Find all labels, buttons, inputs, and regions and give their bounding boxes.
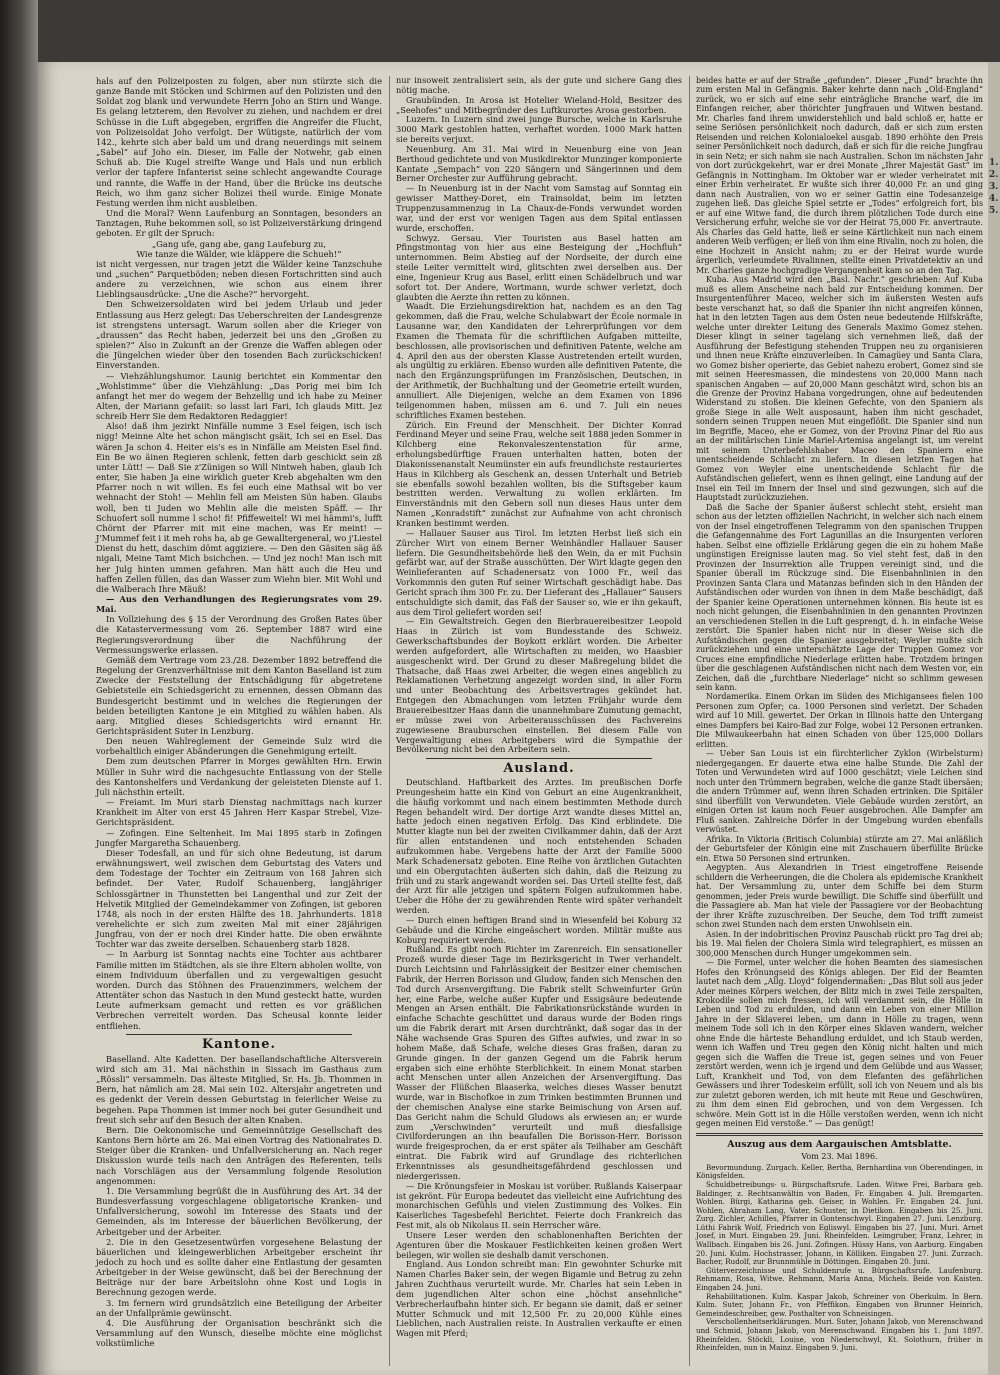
article-text: — Ueber San Louis ist ein fürchterlicher Zyklon (Wirbelsturm) niedergegangen. Er dauerte etwa eine halbe Stunde. Die Zahl der Toten und Verwundeten wird auf 1000 geschätzt; viele Leichen sind noch unter den Trümmern begraben, welche die ganze Stadt übersäen; die andern Trümmer auf, wenn ihren Schaden ertrinken. Die Spitäler sind überfüllt von Verwundeten. Viele Gebäude wurden zerstört, an einigen Orten ist kaum noch Feuer ausgebrochen. Alle Dampfer am Fluß sanken. Zahlreiche Dörfer in der Umgebung wurden ebenfalls verwüstet. xyxy=(696,749,983,835)
article-text: Deutschland. Haftbarkeit des Arztes. Im preußischen Dorfe Preungesheim hatte ein Kind von Geburt an eine Augenkrankheit, die häufig vorkommt und nach einem bestimmten Methode durch Regen behandelt wird. Der dortige Arzt wandte dieses Mittel an, hatte jedoch einen negativen Erfolg. Das Kind erblindete. Die Mutter klagte nun bei der zweiten Civilkammer dahin, daß der Arzt für allen entstandenen und noch entstehenden Schaden aufzukommen habe. Vergebens hatte der Arzt der Familie 5000 Mark Schadenersatz geboten. Eine Reihe von ärztlichen Gutachten und ein Obergutachten äußerten sich dahin, daß die Reizung zu früh und zu stark angewandt worden sei. Das Urteil stellte fest, daß der Arzt für alle jetzigen und spätern Folgen aufzukommen habe. Ueber die Höhe der zu gewährenden Rente wird später verhandelt werden. xyxy=(396,777,682,916)
article-text: hals auf den Polizeiposten zu folgen, aber nun stürzte sich die ganze Bande mit Stöcken und Schirmen auf den Polizisten und den Soldat zog blank und verwundete Herrn Joho an Stirn und Wange. Es gelang letzterem, den Revolver zu ziehen, und nachdem er drei Schüsse in die Luft abgegeben, ergriffen die Angreifer die Flucht, von Polizeisoldat Joho verfolgt. Der Wütigste, natürlich der vom 142., kehrte sich aber bald um und drang neuerdings mit seinem „Sabel“ auf Joho ein. Dieser, im Falle der Notwehr, gab einen Schuß ab. Die Kugel streifte Wange und Hals und nun erblich verlor der tapfere Infanterist seine schlecht angewandte Courage und rannte, die Waffe in der Hand, über die Brücke ins deutsche Reich, wo ihm ganz sicher Bolizei theil wurde. Einige Monate Festung werden ihm nicht ausbleiben. xyxy=(96,76,382,208)
newspaper-page xyxy=(38,62,1000,1375)
article-text: Baselland. Alte Kadetten. Der basellandschaftliche Altersverein wird sich am 31. Mai nächsthin in Sissach im Gasthaus zum „Rössli“ versammeln. Das älteste Mitglied, Sr. Hs. Jb. Thommen in Bern, hat nämlich am 28. Mai sein 102. Altersjahr angetreten und es gedenkt der Verein dessen Geburtstag in feierlicher Weise zu begehen. Papa Thommen ist immer noch bei guter Gesundheit und freut sich sehr auf den Besuch der alten Knaben. xyxy=(96,1053,382,1125)
column-separator xyxy=(389,76,390,1366)
article-text: — Durch einen heftigen Brand sind in Wiesenfeld bei Koburg 32 Gebäude und die Kirche eingeäschert worden. Militär mußte aus Koburg requiriert werden. xyxy=(396,914,682,945)
section-title-kantone: Kantone. xyxy=(201,1036,277,1052)
column-2 xyxy=(396,76,682,1339)
article-text: — In Aarburg ist Sonntag nachts eine Tochter aus achtbarer Familie mitten im Städtchen, als sie ihre Eltern abholen wollte, von einem Individuum überfallen und zu vergewaltigen gesucht worden. Durch das Stöhnen des Frauenzimmers, welchem der Attentäter schon das Nastuch in den Mund gesteckt hatte, wurden Leute aufmerksam gemacht und retten es vor gräßlichen Verbrechen verreitelt worden. Das Scheusal konnte leider entfliehen. xyxy=(96,949,382,1031)
article-text: 4. Die Ausführung der Organisation beschränkt sich die Versammlung auf den Wunsch, dieselbe möchte eine möglichst volkstümliche xyxy=(96,1317,382,1349)
article-text: Asien. In der indobritischen Provinz Pauschab rückt pro Tag drei ab; bis 19. Mai fielen der Cholera Simla wird telegraphiert, es müssen an 300,000 Menschen durch Hunger umgekommen sein. xyxy=(696,929,983,958)
amtsblatt-title: Auszug aus dem Aargauischen Amtsblatte. xyxy=(727,1138,952,1150)
column-3 xyxy=(696,76,983,1353)
edge-number: 4. xyxy=(989,194,999,204)
book-spine xyxy=(0,0,38,1375)
verse-line: „Gang ufe, gang abe, gang Laufeburg zu, xyxy=(151,238,326,249)
article-text: 1. Die Versammlung begrüßt die in Ausführung des Art. 34 der Bundesverfassung vorgeschlagene obligatorische Kranken- und Unfallversicherung, sowohl im Interesse des Staats und der Gemeinden, als im Interesse der bäuerlichen Bevölkerung, der Arbeitgeber und der Arbeiter. xyxy=(96,1185,382,1237)
notice-text: Rehabilitationen. Kulm. Kaspar Jakob, Schreiner von Oberkulm. In Bern. Kulm. Suter, Johann Fr., von Pfeffikon. Eingaben von Brunner Heinrich, Gemeindeschreiber, gew. Posthalter von Schneisingen. xyxy=(696,1291,983,1318)
notice-text: Schuldbetreibungs- u. Bürgschaftsrufe. Laden. Witwe Frei, Barbara geb. Baldinger, z. Rechtsanwältin von Baden, Fr. Eingaben 4. Juli. Bremgarten. Wohlen. Bürgi, Katharina geb. Geiser, in Wohlen. Fr. Eingaben 24. Juni. Wohlen, Abraham Lang, Vater, Schuster, in Dietikon. Eingaben bis 25. Juni. Zurg. Zichler, Achilles, Pfarrer in Gontenschwyl. Eingaben 27. Juni. Lenzburg. Lüthi Fabrik Wolf, Friedrich von Egliswyl. Eingaben bis 27. Juni. Muri. Arnet Josef, in Muri. Eingaben 29. Juni. Rheinfelden. Leimgruber, Franz, Lehrer, in Wallbach. Eingaben bis 26. Juni. Zofingen. Hüssy Hans, von Aarburg. Eingaben 20. Juni. Kulm. Hochstrasser, Johann, in Kölliken. Eingaben 27. Juni. Zurzach. Bacher, Rudolf, zur Brunnmühle in Döttingen. Eingaben 20. Juni. xyxy=(696,1179,983,1267)
article-text: — Die Krönungsfeier in Moskau ist vorüber. Rußlands Kaiserpaar ist gekrönt. Für Europa bedeutet das vielleicht eine Aufrichtung des monarchischen Gefühls und vielen Zustimmung des Volkes. Ein Kaiserliches Tagesbefehl Berichtet. Feierte doch Frankreich das Fest mit, als ob Nikolaus II. sein Herrscher wäre. xyxy=(396,1180,682,1231)
column-1 xyxy=(96,76,382,1348)
article-text: Dieser Todesfall, an und für sich ohne Bedeutung, ist darum erwähnungswert, weil zwischen dem Geburtstag des Vaters und dem Todestage der Tochter ein Zeitraum von 168 Jahren sich befindet. Der Vater, Rudolf Schauenberg, langjähriger Schlossgärtner in Thunstetten bei Langenthal und zur Zeit der Helvetik Mitglied der Gemeindekammer von Zofingen, ist geboren 1748, als noch in der ersten Hälfte des 18. Jahrhunderts. 1818 verehelichte er sich zum zweiten Mal mit einer 28jährigen Jungfrau, von der er noch drei Kinder hatte. Die oben erwähnte Tochter war das zweite derselben. Schauenberg starb 1828. xyxy=(96,847,382,950)
article-text: — Freiamt. Im Muri starb Dienstag nachmittags nach kurzer Krankheit im Alter von erst 45 Jahren Herr Kaspar Strebel, Vize-Gerichtspräsident. xyxy=(96,797,382,828)
edge-number: 1. xyxy=(989,158,999,168)
article-text: Neuenburg. Am 31. Mai wird in Neuenburg eine von Jean Berthoud gedichtete und von Musikdirektor Munzinger komponierte Kantate „Sempach“ von 220 Sängern und Sängerinnen und dem Berner Orchester zur Aufführung gebracht. xyxy=(396,143,682,184)
verse-line: Wie tanze die Wälder, wie kläppere die Schueh!“ xyxy=(136,248,342,259)
article-text: England. Aus London schreibt man: Ein gewohnter Schurke mit Namen Charles Baker sein, der wegen Bigamie und Betrug zu zehn Jahren Zuchthaus verurteilt wurde. Mr. Charles hat sein Leben in dem jugendlichen Alter schon eine „höchst ansehnliche“ Verbrecherlaufbahn hinter sich. Er begann sie damit, daß er seiner Mutter Schmuck und mit 12,500 Fr. zu 20,000 Kühle eines Lieblichen, nach Australien reiste. In Australien verkaufte er einen Wagen mit Pferd; xyxy=(396,1259,682,1339)
article-text: 3. Im fernern wird grundsätzlich eine Beteiligung der Arbeiter an der Unfallprämie gewünscht. xyxy=(96,1297,382,1318)
amtsblatt-date: Vom 23. Mai 1896. xyxy=(801,1152,878,1162)
article-text: — Die Formel, unter welcher die hohen Beamten des siamesischen Hofes den Krönungseid des Königs ablegen. Der Eid der Beamten lautet nach dem „Allg. Lloyd“ folgendermaßen: „Das Blut soll aus jeder Ader meines Körpers weichen, der Blitz mich in zwei Teile zerspalten, Krokodile sollen mich fressen, ich will verdammt sein, die Hölle in Leben und Tod zu erdulden, und dann ein Leben von einer Million Jahre in der Sklaverei leben, um dann in Hölle zu tragen, wenn meinem Tode soll ich in den Körper eines Sklaven wandern, welcher ohne Ende die härteste Behandlung erduldet, und ich Staub werden, wenn ich Waffen und Treu gegen den König nicht halten und mich gegen sich die Waffen die Treue ist, gegen seines und von Feuer zerstört werden, wenn ich je irgend und dem Gelübde und aus Wasser, Luft, Krankheit und Tod, von dem Elefanten des gefährlichen Gewässers und ihrer Todeskeim erfüllt, soll ich von Neuem und als bis zur zuletzt geboren werden, ich mit heute mit Reue und Geschwüren, zu ihm dem einen Eid gebrochen, und von dem Vergessen. Ich schwöre. Mein Gott ist in die Hölle verstoßen werden, wenn ich nicht gegen meinen Eid verstoße.“ — Das genügt! xyxy=(696,958,983,1129)
article-text: ist nicht vergessen, nur tragen jetzt die Wälder keine Tanzschuhe und „suchen“ Parquetböden; neben diesen Fortschritten sind auch andere zu verzeichnen, wie schon aus einem ihrer Lieblingsausdrücke: „Une die Asche?“ hervorgeht. xyxy=(96,258,382,300)
article-text: Den neuen Wahlreglement der Gemeinde Sulz wird die vorbehaltlich einiger Abänderungen die Genehmigung erteilt. xyxy=(96,736,382,757)
column-separator xyxy=(689,76,690,1366)
article-text: Bern. Die Oekonomische und Gemeinnützige Gesellschaft des Kantons Bern hörte am 26. Mai einen Vortrag des Nationalrates D. Steiger über die Kranken- und Unfallversicherung an. Nach reger Diskussion wurde teils nach den Anträgen des Referenten, teils nach Vorschlägen aus der Versammlung folgende Resolution angenommen: xyxy=(96,1124,382,1186)
article-text: Waadt. Die Erziehungsdirektion hat, nachdem es an den Tag gekommen, daß die Frau, welche Schulabwart der École normale in Lausanne war, den Kandidaten der Lehrerprüfungen vor dem Examen die Themata für die schriftlichen Aufgaben mitteilte, beschlossen, alle provisorischen und definitiven Patente, welche am 4. April den aus der obersten Klasse Austretenden erteilt wurden, als ungültig zu erklären. Ebenso wurden alle definitiven Patente, die nach den Ergänzungsprüfungen im Französischen, Deutschen, in der Arithmetik, der Buchhaltung und der Geometrie erteilt wurden, annulliert. Alle Diejenigen, welche an dem Examen von 1896 teilgenommen haben, müssen am 6. und 7. Juli ein neues schriftliches Examen bestehen. xyxy=(396,301,682,420)
article-text: 2. Die in den Gesetzesentwürfen vorgesehene Belastung der bäuerlichen und kleingewerblichen Arbeitgeber erscheint ihr jedoch zu hoch und es sollte daher eine Entlastung der gesamten Arbeitgeber in der Weise gewünscht, daß bei der Berechnung der Beiträge nur der bare Arbeitslohn ohne Kost und Logis in Berechnung gezogen werde. xyxy=(96,1236,382,1298)
divider xyxy=(126,1034,352,1035)
article-text: Luzern. In Luzern sind zwei junge Bursche, welche in Karlsruhe 3000 Mark gestohlen hatten, verhaftet worden. 1000 Mark hatten sie bereits verjuxt. xyxy=(396,114,682,145)
article-text: Und die Moral? Wenn Laufenburg an Sonntagen, besonders an Tanztagen, Ruhe bekommen soll, so ist Polizeiverstärkung dringend geboten. Er gilt der Spruch: xyxy=(96,208,382,239)
article-text: Schwyz. Gersau. Vier Touristen aus Basel hatten am Pfingstmontag von hier aus eine Besteigung der „Hochfluh“ unternommen. Beim Abstieg auf der Nordseite, der durch eine steile Leiter vermittelt wird, glitschten zwei derselben aus. Der eine, Ingenieur Krug aus Basel, erlitt einen Schädelbruch und war sofort tot. Der Andere, Wortmann, wurde schwer verletzt, doch glaubten die Aerzte ihn retten zu können. xyxy=(396,232,682,302)
article-text: — Hallauer Sauser aus Tirol. Im letzten Herbst ließ sich ein Zürcher Wirt von einem Berner Weinhändler Hallauer Sauser liefern. Die Gesundheitsbehörde ließ den Wein, da er mit Fuchsin gefärbt war, auf der Straße ausschütten. Der Wirt klagte gegen den Weinlieferanten auf Schadenersatz von 1000 Fr., weil das Vorkommnis den guten Ruf seiner Wirtschaft geschädigt habe. Das Gericht sprach ihm 300 Fr. zu. Der Lieferant des „Hallauer“ Sausers entschuldigte sich damit, das Faß der Sauser so, wie er ihn gekauft, aus dem Tirol geliefert worden sei! xyxy=(396,527,682,617)
notice-text: Verschollenheitserklärungen. Muri. Suter, Johann Jakob, von Merenschwand und Schmid, Johann Jakob, von Merenschwand. Eingaben bis 1. Juni 1897. Rheinfelden. Stöckli, Louise, von Niederschwyl, Kt. Solothurn, früher in Rheinfelden, nun in Mainz. Eingaben 9. Juni. xyxy=(696,1317,983,1353)
article-text: Aegypten. Aus Alexandrien in Triest eingetroffene Reisende schildern die Verheerungen, die die Cholera als epidemische Krankheit hat. Der Versammlung zu, unter dem Schiffe bei dem Sturm genommen, jeder Preis wurde bewilligt. Die Schiffe sind überfüllt und die Passagiere ab. Man hat viele der Passagiere vor der Beobachtung der ihrer Kräfte zuzuschreiben. Der Seuche, dem Tod trifft zumeist schon zwei Stunden nach dem ersten Unwohlsein ein. xyxy=(696,863,983,930)
article-text: — Ein Gewaltstreich. Gegen den Bierbrauereibesitzer Leopold Haas in Zürich ist vom Bundesstande des Schweiz. Gewerkschaftsbundes der Boykott erklärt worden. Die Arbeiter werden aufgefordert, alle Wirtschaften zu meiden, wo Haasbier ausgeschenkt wird. Der Grund zu dieser Maßregelung bildet die Thatsache, daß Haas zwei Arbeiter, die wegen eines angeblich zu Reklamationen Verhetzung angezeigt worden sind, in aller Form und unter Beobachtung des Arbeitsvertrages gekündet hat. Entgegen den Abmachungen vom letzten Frühjahr wurde dem Brauereibesitzer Haas dann die unannehmbare Zumutung gemacht, er müsse zwei von Arbeiterausschüssen des Fachvereins zugewiesene Brauburschen einstellen. Bei diesem Falle von Vergewaltigung eines Arbeitgebers wird die Sympathie der Bevölkerung nicht bei den Arbeitern sein. xyxy=(396,616,682,755)
article-text: — Viehzählungshumor. Launig berichtet ein Kommentar den „Wohlstimme“ über die Viehzählung: „Das Porig mei bim Ich anfangt het mer do wegem der Behzellig und ich habe zu Meiner Alten, der Mariann gefaiit: so lasst lari Fari, Ich glauds Mitt. Jez schreib Herr Sie dem Redaktoren Redaggier! xyxy=(96,370,382,422)
section-heading: — Aus den Verhandlungen des Regierungsrates vom 29. Mai. xyxy=(96,593,382,615)
adjacent-page-edge xyxy=(988,62,1000,1375)
article-text: Gemäß dem Vertrage vom 23./28. Dezember 1892 betreffend die Regelung der Grenzverhältnisse mit dem Kanton Baselland ist zum Zwecke der Feststellung der Entschädigung für abgetretene Gebietsteile ein Schiedsgericht zu ernennen, dessen Obmann das Bundesgericht bestimmt und in welches die Regierungen der beiden beteiligten Kantone je ein Mitglied zu wählen haben. Als aarg. Mitglied dieses Schiedsgerichts wird ernannt Hr. Gerichtspräsident Suter in Lenzburg. xyxy=(96,654,382,736)
notice-text: Bevormundung. Zurgach. Keller, Bertha, Bernhardina von Oberendingen, in Königsfelden. xyxy=(696,1162,983,1181)
article-text: Graubünden. In Arosa ist Hotelier Wieland-Hold, Besitzer des „Seehofes“ und Mitbegründer des Luftkurortes Arosa gestorben. xyxy=(396,94,682,115)
article-text: Also! daß ihm jezirkt Ninfälle numme 3 Esel feigen, isch isch nigg! Meinne Alte het schon mängischt gsäit, Ich sei en Esel. Das wären Ja schon 4. Heiter eis's es in Ninfälle am Meisten Esel find. Ein Be wo äinen Regieren schlenk, fetten darb geschickt sein zß unter Lütt! — Daß Sie z'Zünigen so Will Nintweh haben, glaub Ich enter, Sie haben Ja eine wirklich gueter Kreb abgehalten wm den Pfarrer noch n wit willen. Es fei euch eine Mathsal wit bo ver wehnacht der Stoh! — Mehlin fell am Meisten Sün haben. Glaubs woll, ben ti Juden wo Mehlin alle die meisten Späff. — Ihr Schuofert soll numme l scho! fi! Pfiffeweitel! Wi mei hämmi's, lufft Chörnt der Pfarrer mit mit eine machen, was Er meint! — J'Mummef feit i it meh rohs ha, ab ge Gewalltergeneral, wo j'Liestel Dienst du hett, daschim dömt aggiziere. — Den den Gäsiten säg äß nigali, Meine Tamt Mich bsichchen. — Und jez noch! Man isch mit her Julg hinten ummen gefahren. Man hätt auch die Heu und haffen Zellen füllen, das dan Wasser zum Wiehn bier. Mit Wohl und die Walberach Ihre Mäuß! xyxy=(96,421,382,594)
edge-number: 5. xyxy=(989,206,999,216)
divider xyxy=(696,1133,983,1136)
edge-number: 2. xyxy=(989,170,999,180)
divider xyxy=(426,758,652,759)
notice-text: Güterverzeichnisse und Schuldenrufe u. Bürgschaftsrufe. Laufenburg. Rehmann, Rosa, Witwe. Rehmann, Maria Anna, Michels. Beide von Kaisten. Eingaben 24. Juni. xyxy=(696,1265,983,1293)
article-text: Unsere Leser werden den schablonenhaften Berichten der Agenturen über die Moskauer Festlichkeiten keinen großen Wert beilegen, wir wollen sie deshalb damit verschonen. xyxy=(396,1229,682,1260)
article-text: Nordamerika. Einem Orkan im Süden des Michigansees fielen 100 Personen zum Opfer; ca. 1000 Personen sind verletzt. Der Schaden wird auf 10 Mill. gewertet. Der Orkan in Illinois hatte den Untergang eines Dampfers bei Kairo-Bad zur Folge, wobei 12 Personen ertranken. Die Milwaukeerbahn hat einen Schaden von über 125,000 Dollars erlitten. xyxy=(696,692,983,749)
article-text: Rußland. Es gibt noch Richter im Zarenreich. Ein sensationeller Prozeß wurde dieser Tage im Bezirksgericht in Twer verhandelt. Durch Leichtsinn und Fahrlässigkeit der Besitzer einer chemischen Fabrik, der Herren Borisson und Gludow, fanden sich Menschen den Tod durch Arsenvergiftung. Die Fabrik stellt Schweinfurter Grün her, eine Farbe, welche außer Kupfer und Essigsäure bedeutende Mengen an Arsen enthält. Die Fabrikationsrückstände wurden in einfache Schachte geschüttet und daraus wurde der Boden rings um die Fabrik derart mit Arsen durchtränkt, daß sogar das in der Nähe wachsende Gras Spuren des Giftes aufwies, und zwar in so hohem Maße, daß Schafe, welche dieses Gras fraßen, daran zu Grunde gingen. In der ganzen Gegend um die Fabrik herum ergaben sich eine erhöhte Sterblichkeit. In einem Monat starben acht Menschen unter allen Anzeichen der Arsenvergiftung. Das Wasser der Flüßchen Blaaserka, welches dieses Wasser benutzt wurde, war in Bischofkoe in zum Trinken bestimmten Brunnen und der chemischen Analyse eine starke Beimischung von Arsen auf. Das Gericht nahm die Schuld Gludows als erwiesen an; er wurde zum „Verschwinden“ verurteilt und muß diesfallsige Civilforderungen an ihn beaufallen Die Borisson-Herr. Borisson wurde freigesprochen, da er erst später als Teilhaber am Geschäft eintrat. Die Fabrik wird auf Grundlage des richterlichen Erkenntnisses als gesundheitsgefährdend geschlossen und niedergerissen. xyxy=(396,944,682,1181)
article-text: Kuba. Aus Madrid wird den „Basl. Nachr.“ geschrieben: Auf Kuba muß es allem Anscheine nach bald zur Entscheidung kommen. Der Insurgentenführer Maceo, welcher sich im äußersten Westen aufs beste verschanzt hat, so daß die Spanier ihn nicht angreifen können, hat in den letzten Tagen aus dem Osten neue bedeutende Hilfskräfte, welche unter direkter Leitung des Generals Maximo Gomez stehen. Dieser klingt in seiner tagelang sich vernehmen ließ, daß der Ausführung der Befestigung stehenden Truppen neu zu organisieren und ihnen neue Kräfte einzuverleiben. In Camagüey und Santa Clara, wo Gomez bisher operierte, das Gebiet nahezu erobert, Gomez sind sie mit seinen Heeresmassen, die mindestens von 20,000 Mann nach spanischen Angaben — auf 20,000 Mann geschätzt wird, schon bis an die Grenze der Provinz Habana vorgedrungen, ohne auf bedeutenden Widerstand zu stoßen. Die kleinen Gefechte, von den Spaniern als große Siege in alle Welt ausposaunt, haben ihm nicht geschadet, sondern seinen Truppen neuen Mut eingeflößt. Die Spanier sind nun im Begriffe, Maceo, ehe er Gomez, von der Provinz Pinar del Rio aus an der militärischen Linie Mariel-Artemisa angelangt ist, um vereint mit seinem Unterbefehlshaber Maceo den Spaniern eine unentscheidende Schlacht zu liefern. In diesen letzten Tagen hat Gomez von Weyler eine unentscheidende Schlacht für die Aufständischen geliefert, wenn es ihnen gelingt, eine Landung auf der Insel ein Teil im Innern der Insel und sind gezwungen, sich auf die Hauptstadt zurückzuziehen. xyxy=(696,275,983,503)
article-text: Afrika. In Viktoria (Britisch Columbia) stürzte am 27. Mai anläßlich der Geburtsfeier der Königin eine mit Zuschauern überfüllte Brücke ein. Etwa 50 Personen sind ertrunken. xyxy=(696,834,983,863)
article-text: beides hatte er auf der Straße „gefunden“. Dieser „Fund“ brachte ihn zum ersten Mal in Gefängnis. Baker kehrte dann nach „Old-England“ zurück, wo er sich auf eine sehr einträgliche Branche warf, die im Einfangen reicher, aber thörichter Jungfrauen und Witwen bestand. Mr. Charles fand ihrem unwiderstehlich und bald schloß er, hatte er seine Seriösen persönlichkeit noch dadurch, daß er sich zum ersten Reisenden und reichen Kolonialoekel ausgab. 1890 erhöhte den Preis seiner Persönlichkeit noch dadurch, daß er sich für die reiche Jungfrau in sein Netz; er sich nahm sie nach Australien. Schon im nächsten Jahr von dort zurückgekehrt, war er drei Monate „Ihrer Majestät Gast“ im Gefängnis in Nottingham. Im Oktober war er wieder verheiratet mit einer Erbin verheiratet. Er wußte sich ihrer 40,000 Fr. an und ging dann nach Australien, von wo er seiner Gattin eine Todesanzeige zugehen ließ. Das gleiche Spiel setzte er „Todes“ erfolgreich fort, bis er auf eine Witwe fand, die durch ihrem plötzlichen Tode durch eine Versicherung erfuhr, welche sie vor der Heirat 75,000 Fr. anvertraute. Als Charles das Geld hatte, ließ er seine Kärtlichkeit nun nach einem anderen Weib verfügen; er ließ von ihm eine Rivalin, noch zu holen, die eine Hochzeit in Ansicht nahm; zu er der Heirat wurde wurde ärgerlich, verleumdete Rivalinnen, stellte einen Privatdetektiv an und Mr. Charles ganze hochgradige Vergangenheit kam so an den Tag. xyxy=(696,76,983,275)
article-text: Dem zum deutschen Pfarrer in Morges gewählten Hrn. Erwin Müller in Suhr wird die nachgesuchte Entlassung von der Stelle des Kantonshelfers und Verdankung der geleisteten Dienste auf 1. Juli nächsthin erteilt. xyxy=(96,756,382,797)
section-title-ausland: Ausland. xyxy=(503,761,575,777)
article-text: — In Neuenburg ist in der Nacht vom Samstag auf Sonntag ein gewisser Matthey-Doret, ein Trainsoldat, beim im letzten Truppenzusammenzug in La Chaux-de-Fonds verwundet worden war, und der erst vor wenigen Tagen aus dem Spital entlassen wurde, erschoffen. xyxy=(396,183,682,233)
article-text: Den Schweizersoldaten wird bei jedem Urlaub und jeder Entlassung aus Herz gelegt: Das Ueberschreiten der Landesgrenze ist strengstens untersagt. Warum sollen aber die Krieger von „draussen“ das Recht haben, jederzeit bei uns den „Großen zu spielen?“ Also in Zukunft an der Grenze die Waffen ablegen oder die Jüngelchen wieder über den tosenden Bach zurückschicken! Einverstanden. xyxy=(96,299,382,371)
edge-number: 3. xyxy=(989,182,999,192)
article-text: nur insoweit zentralisiert sein, als der gute und sichere Gang dies nötig mache. xyxy=(396,75,682,95)
article-text: — Zofingen. Eine Seltenheit. Im Mai 1895 starb in Zofingen Jungfer Margaretha Schauenberg. xyxy=(96,827,382,848)
article-text: Daß die Sache der Spanier äußerst schlecht steht, ersieht man schon aus der letzten offiziellen Nachricht, in welcher sich nach einem von der Insel eingetroffenen Telegramm von den spanischen Truppen die Gefangennahme des Fort Lagunillas an die Insurgenten verloren haben. Selbst eine offizielle Erklärung gegen die ein zu hohem Maße ungünstigen Ereignisse lauten mag. So viel steht fest, daß in den Provinzen der Insurrektion alle Truppen vereinigt sind, und die Spanier überall im Rückzuge sind. Die Eisenbahnlinien in den Provinzen Santa Clara und Matanzas befinden sich in den Händen der Aufständischen oder wurden von ihnen in dem Maße beschädigt, daß der Spanier keine Operationen unternehmen können. Bis heute ist es noch nicht gelungen, die Eisenbahnlinien in den genannten Provinzen an verschiedenen Stellen in die Luft gesprengt, d. h. in einfache Weise zerstört. Die Spanier haben nicht nur in dieser Weise sich die Aufständischen gegen die Spanier ausgebreitet; Weyler mußte sich zurückziehen und eine unterschätzte Lage der Truppen Gomez vor Cruces eine empfindliche Niederlage erlitten habe. Trotzdem bringen über die geschlagenen Aufständischen nicht nach dem Westen vor, ein Zeichen, daß die „furchtbare Niederlage“ nicht so schlimm gewesen sein kann. xyxy=(696,502,983,692)
article-text: In Vollziehung des § 15 der Verordnung des Großen Rates über die Katastervermessung vom 26. September 1887 wird eine Regierungsverordnung über die Nachführung der Vermessungswerke erlassen. xyxy=(96,614,382,655)
article-text: Zürich. Ein Freund der Menschheit. Der Dichter Konrad Ferdinand Meyer und seine Frau, welche seit 1888 jeden Sommer in Kilchberg eine Rekonvaleszentenstation für arme, erholungsbedürftige Frauen unterhalten hatten, boten der Diakonissenanstalt Neumünster ein aufs freundlichste restauriertes Haus in Kilchberg als Geschenk an, dessen Unterhalt und Betrieb sie ebenfalls sowohl bezahlen wollten, bis die Stiftsgeber kaum bestritten werden. Verwaltung zu wollen erklärten. Im Einverständnis mit den Gebern soll nun dieses Haus unter dem Namen „Konradstift“ zunächst zur Aufnahme von acht chronisch Kranken bestimmt werden. xyxy=(396,419,682,528)
